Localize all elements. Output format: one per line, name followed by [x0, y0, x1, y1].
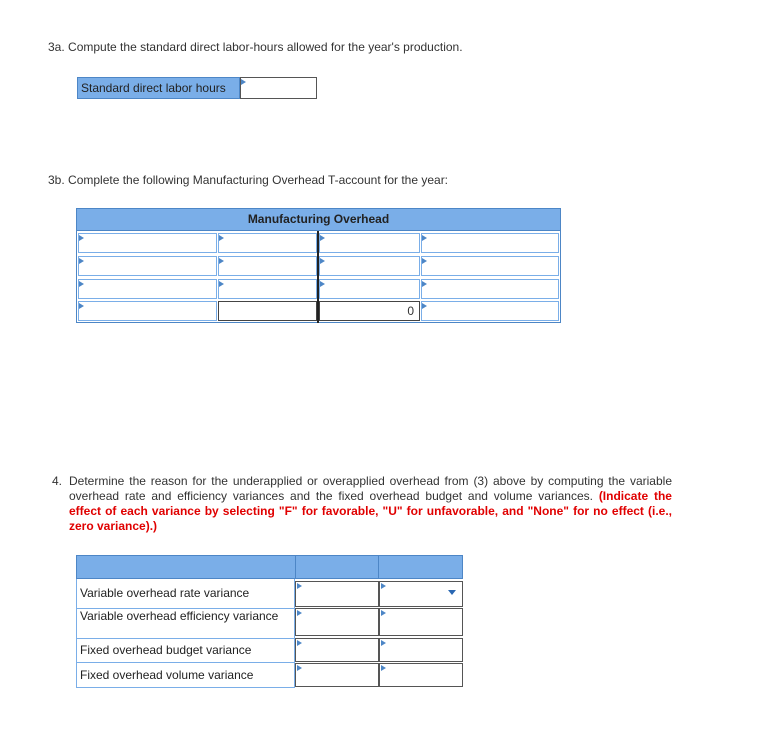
variance-label-efficiency: Variable overhead efficiency variance: [76, 609, 295, 639]
input-marker-icon: [297, 640, 302, 646]
question-3b-number: 3b.: [48, 173, 65, 187]
t-account-debit-label-4[interactable]: [78, 301, 217, 321]
t-account-credit-label-4[interactable]: [421, 301, 559, 321]
t-account-debit-label-2[interactable]: [78, 256, 217, 276]
t-account-credit-amount-3[interactable]: [319, 279, 420, 299]
question-4-number: 4.: [52, 474, 63, 488]
standard-labor-hours-input[interactable]: [240, 77, 317, 99]
t-account-credit-balance[interactable]: 0: [319, 301, 420, 321]
input-marker-icon: [241, 79, 246, 85]
variance-effect-volume-select[interactable]: [379, 663, 463, 687]
input-marker-icon: [422, 303, 427, 309]
variance-amount-volume[interactable]: [295, 663, 379, 687]
input-marker-icon: [297, 610, 302, 616]
input-marker-icon: [422, 258, 427, 264]
input-marker-icon: [422, 235, 427, 241]
variance-amount-budget[interactable]: [295, 638, 379, 662]
input-marker-icon: [381, 583, 386, 589]
input-marker-icon: [219, 258, 224, 264]
t-account-debit-balance[interactable]: [218, 301, 317, 321]
t-account-credit-label-1[interactable]: [421, 233, 559, 253]
input-marker-icon: [219, 281, 224, 287]
variance-table-header: [76, 555, 463, 579]
question-3a-number: 3a.: [48, 40, 65, 54]
variance-amount-efficiency[interactable]: [295, 608, 379, 636]
standard-labor-hours-label: Standard direct labor hours: [77, 77, 240, 99]
input-marker-icon: [381, 610, 386, 616]
variance-effect-budget-select[interactable]: [379, 638, 463, 662]
variance-effect-efficiency-select[interactable]: [379, 608, 463, 636]
variance-label-budget: Fixed overhead budget variance: [76, 639, 295, 663]
t-account-debit-label-3[interactable]: [78, 279, 217, 299]
input-marker-icon: [320, 281, 325, 287]
t-account-credit-amount-1[interactable]: [319, 233, 420, 253]
variance-effect-rate-select[interactable]: [379, 581, 463, 607]
variance-amount-rate[interactable]: [295, 581, 379, 607]
t-account-debit-amount-2[interactable]: [218, 256, 317, 276]
dropdown-arrow-icon[interactable]: [448, 590, 456, 595]
t-account-debit-label-1[interactable]: [78, 233, 217, 253]
t-account-credit-label-3[interactable]: [421, 279, 559, 299]
question-4: [52, 474, 672, 534]
input-marker-icon: [320, 258, 325, 264]
t-account-debit-amount-3[interactable]: [218, 279, 317, 299]
question-3a: [48, 40, 463, 54]
t-account-title: Manufacturing Overhead: [76, 208, 561, 231]
t-account-debit-amount-1[interactable]: [218, 233, 317, 253]
input-marker-icon: [381, 665, 386, 671]
question-3b: [48, 173, 448, 187]
t-account-credit-amount-2[interactable]: [319, 256, 420, 276]
input-marker-icon: [79, 281, 84, 287]
input-marker-icon: [297, 583, 302, 589]
input-marker-icon: [219, 235, 224, 241]
question-4-text: Determine the reason for the underapplied or overapplied overhead from (3) above by computing the variable overhead rate and efficiency variances and the fixed overhead budget and volume variances.: [69, 474, 672, 503]
input-marker-icon: [79, 258, 84, 264]
variance-label-volume: Fixed overhead volume variance: [76, 663, 295, 688]
input-marker-icon: [320, 235, 325, 241]
input-marker-icon: [79, 303, 84, 309]
input-marker-icon: [79, 235, 84, 241]
question-4-instruction: (Indicate the effect of each variance by selecting "F" for favorable, "U" for unfavorable, and "None" for no effect (i.e., zero variance).): [69, 489, 672, 533]
input-marker-icon: [297, 665, 302, 671]
variance-label-rate: Variable overhead rate variance: [76, 579, 295, 609]
question-3a-text: Compute the standard direct labor-hours allowed for the year's production.: [68, 40, 463, 54]
t-account-credit-label-2[interactable]: [421, 256, 559, 276]
input-marker-icon: [381, 640, 386, 646]
input-marker-icon: [422, 281, 427, 287]
question-3b-text: Complete the following Manufacturing Overhead T-account for the year:: [68, 173, 449, 187]
t-account-divider: [317, 231, 319, 323]
